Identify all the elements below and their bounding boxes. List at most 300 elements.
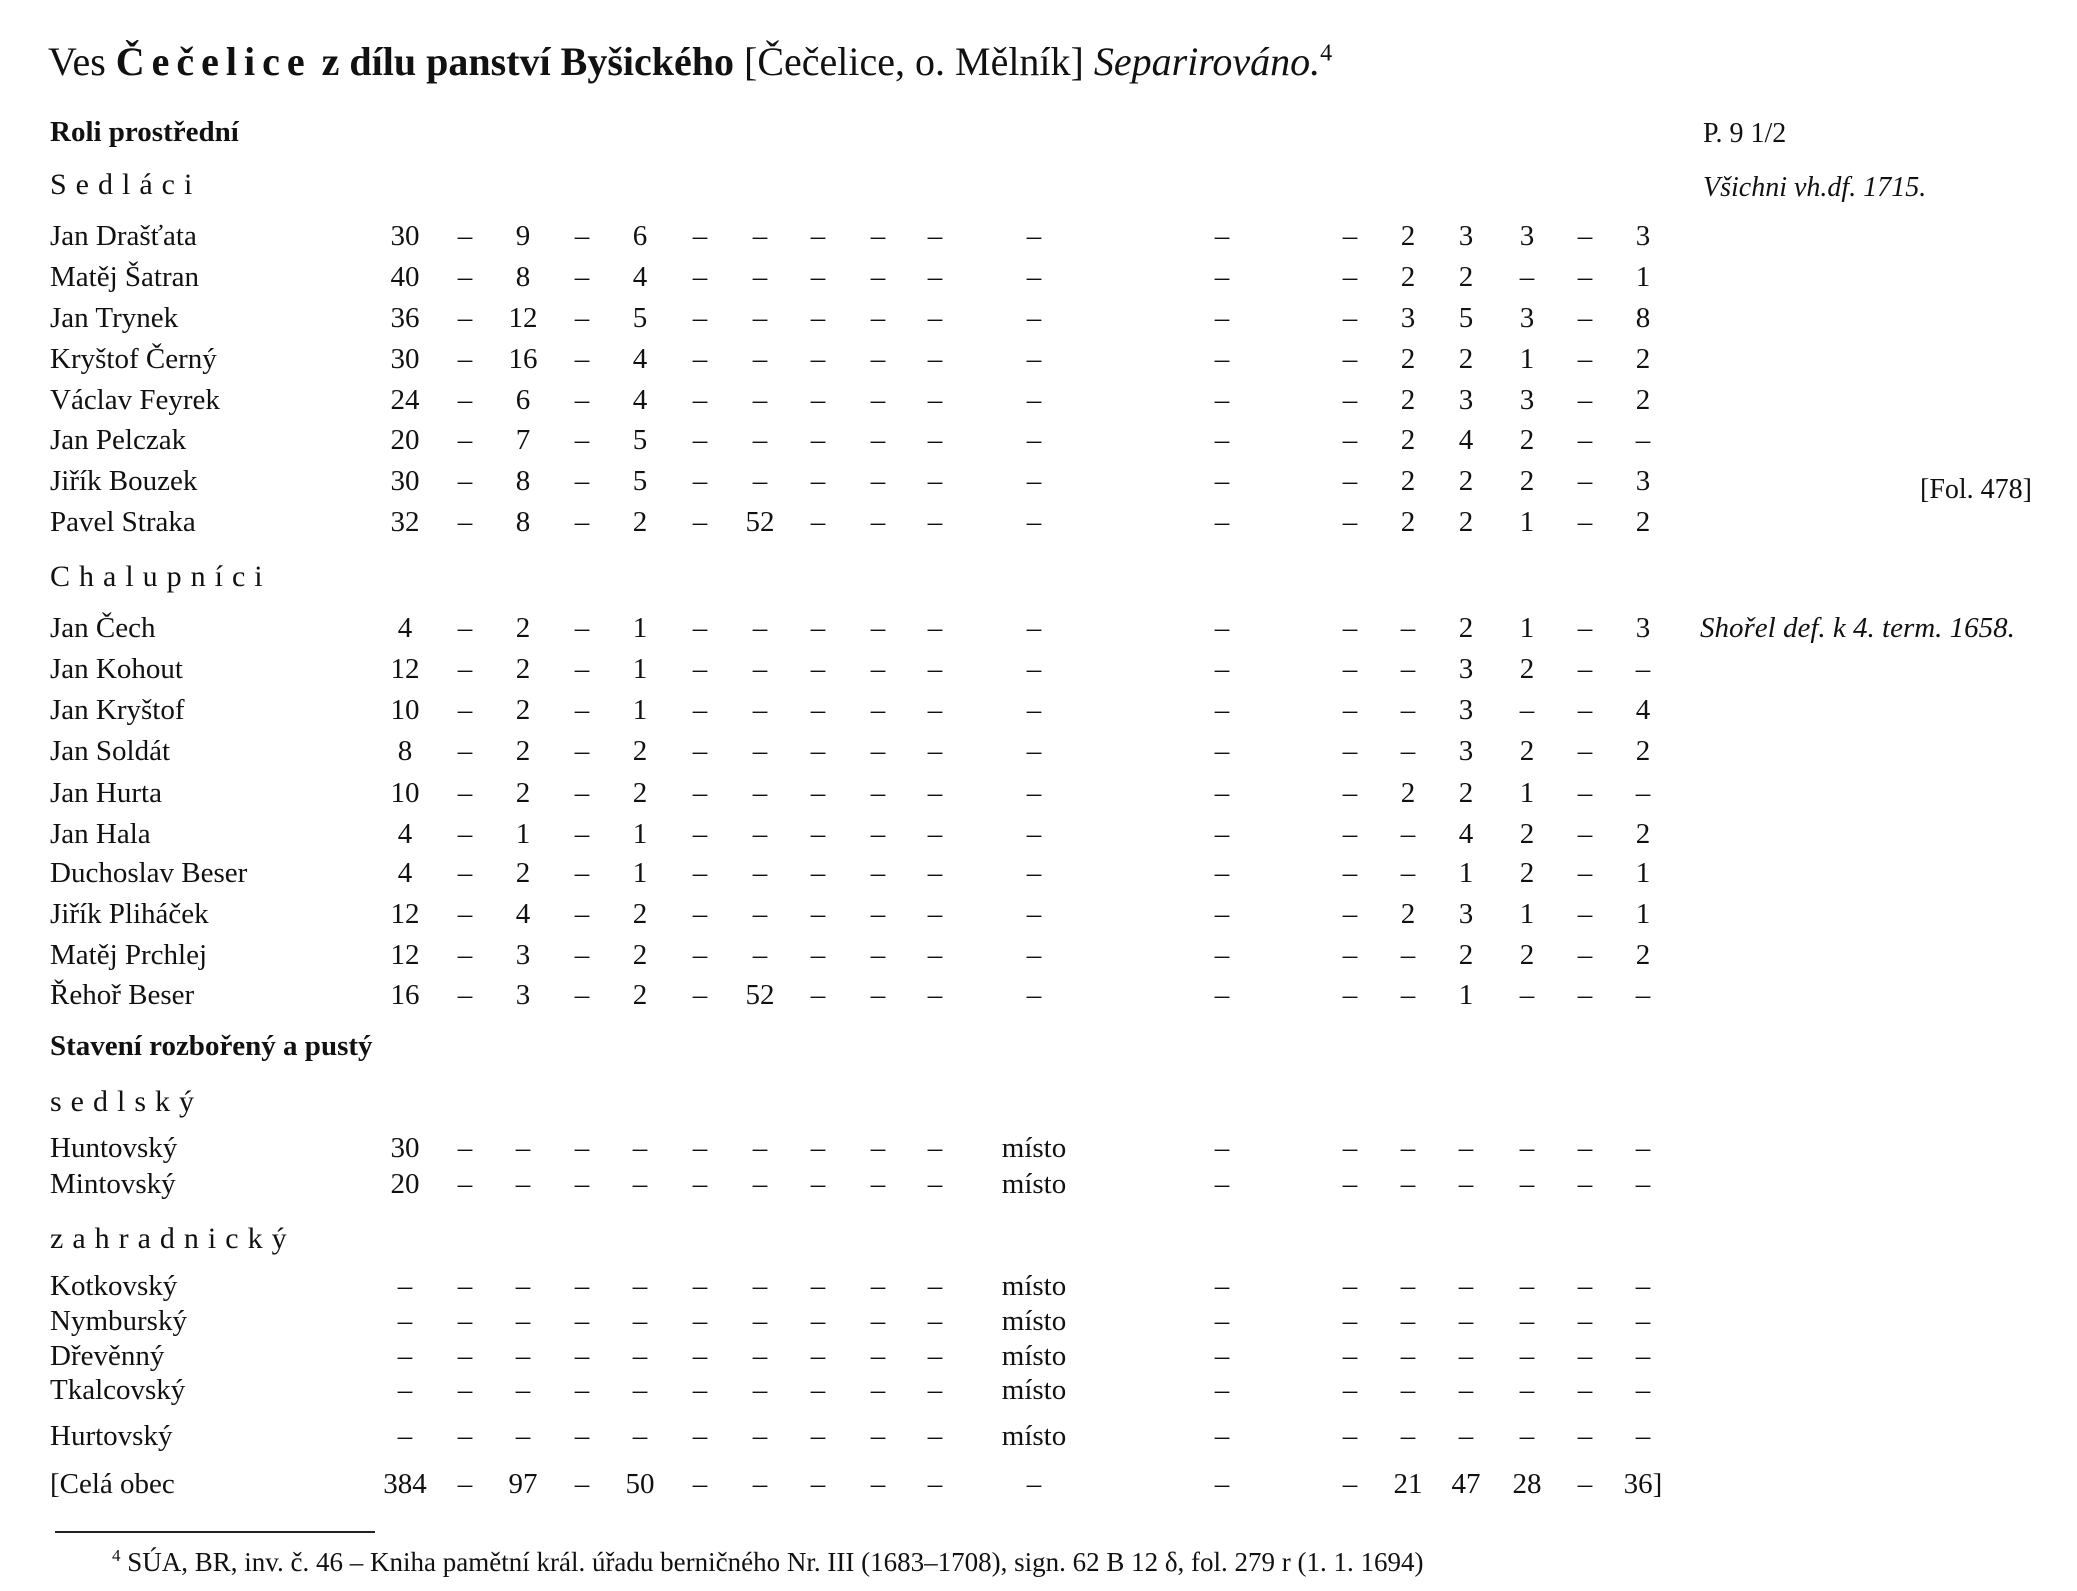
row-name: Řehoř Beser	[50, 979, 195, 1011]
row-cell: 2	[632, 898, 648, 930]
row-cell: –	[1635, 1340, 1651, 1372]
row-cell: –	[1214, 1270, 1230, 1302]
row-cell: –	[574, 979, 590, 1011]
row-cell: –	[810, 1468, 826, 1500]
row-cell: –	[574, 818, 590, 850]
row-cell: –	[1577, 1270, 1593, 1302]
row-cell: –	[927, 1468, 943, 1500]
row-cell: –	[810, 1420, 826, 1452]
row-cell: –	[574, 1132, 590, 1164]
row-cell: –	[574, 694, 590, 726]
table-row	[0, 979, 2077, 1015]
row-cell: –	[927, 1420, 943, 1452]
row-cell: 8	[397, 735, 413, 767]
row-name: Pavel Straka	[50, 506, 196, 538]
row-cell: –	[927, 979, 943, 1011]
row-note: Shořel def. k 4. term. 1658.	[1700, 612, 2015, 644]
row-cell: –	[810, 1168, 826, 1200]
row-cell: –	[457, 1305, 473, 1337]
row-cell: 1	[1519, 343, 1535, 375]
row-cell: –	[1214, 818, 1230, 850]
row-cell: –	[1214, 261, 1230, 293]
row-cell: –	[927, 302, 943, 334]
row-name: Václav Feyrek	[50, 384, 220, 416]
row-cell: –	[810, 612, 826, 644]
row-cell: –	[810, 220, 826, 252]
row-cell: –	[1342, 343, 1358, 375]
row-cell: –	[1214, 898, 1230, 930]
row-cell: –	[1214, 857, 1230, 889]
row-cell: 4	[632, 384, 648, 416]
row-name: Jan Kryštof	[50, 694, 185, 726]
row-cell: –	[927, 898, 943, 930]
row-cell: –	[574, 898, 590, 930]
row-cell: –	[1026, 261, 1042, 293]
row-cell: 2	[515, 653, 531, 685]
row-cell: –	[810, 1132, 826, 1164]
row-cell: –	[457, 939, 473, 971]
row-cell: –	[1519, 1340, 1535, 1372]
row-cell: –	[1342, 979, 1358, 1011]
row-cell: –	[870, 979, 886, 1011]
row-cell: –	[692, 343, 708, 375]
row-cell: –	[870, 857, 886, 889]
row-cell: –	[1026, 302, 1042, 334]
row-cell: –	[1577, 506, 1593, 538]
row-cell: 2	[1635, 506, 1651, 538]
row-cell: –	[632, 1305, 648, 1337]
row-cell: 3	[1458, 898, 1474, 930]
row-cell: –	[692, 261, 708, 293]
row-cell: –	[1342, 1305, 1358, 1337]
row-cell: 3	[1519, 384, 1535, 416]
row-cell: –	[574, 424, 590, 456]
row-name: Kotkovský	[50, 1270, 178, 1302]
row-cell: –	[574, 653, 590, 685]
row-cell: 2	[515, 857, 531, 889]
row-cell: –	[692, 979, 708, 1011]
row-cell: 47	[1451, 1468, 1481, 1500]
row-cell: –	[1577, 1374, 1593, 1406]
row-cell: 3	[1458, 220, 1474, 252]
row-cell: –	[752, 465, 768, 497]
row-cell: –	[692, 612, 708, 644]
table-row	[0, 777, 2077, 813]
row-cell: –	[632, 1374, 648, 1406]
row-cell: 2	[1458, 261, 1474, 293]
row-cell: –	[870, 1270, 886, 1302]
row-cell: –	[692, 818, 708, 850]
row-cell: –	[1214, 1132, 1230, 1164]
row-cell: 32	[390, 506, 420, 538]
row-cell: –	[1214, 735, 1230, 767]
row-cell: –	[1026, 818, 1042, 850]
row-cell: –	[1214, 612, 1230, 644]
row-cell: –	[752, 694, 768, 726]
row-cell: 9	[515, 220, 531, 252]
row-cell: –	[692, 653, 708, 685]
row-cell: –	[1342, 694, 1358, 726]
row-cell: –	[1342, 939, 1358, 971]
row-cell: 8	[1635, 302, 1651, 334]
row-cell: –	[927, 1305, 943, 1337]
table-row	[0, 653, 2077, 689]
row-cell: –	[810, 898, 826, 930]
row-cell: místo	[1001, 1168, 1067, 1200]
row-cell: –	[810, 777, 826, 809]
row-cell: –	[1214, 1374, 1230, 1406]
row-name: Matěj Prchlej	[50, 939, 208, 971]
row-cell: 5	[632, 465, 648, 497]
row-cell: –	[1214, 1168, 1230, 1200]
row-cell: –	[870, 1420, 886, 1452]
row-cell: –	[1342, 1340, 1358, 1372]
row-cell: –	[1400, 1340, 1416, 1372]
row-cell: 2	[632, 939, 648, 971]
folio-ref: [Fol. 478]	[1920, 474, 2032, 505]
row-cell: –	[397, 1340, 413, 1372]
row-cell: –	[752, 653, 768, 685]
row-cell: 3	[1635, 220, 1651, 252]
table-row	[0, 1168, 2077, 1204]
row-cell: 12	[390, 898, 420, 930]
row-name: [Celá obec	[50, 1468, 175, 1500]
row-cell: –	[397, 1420, 413, 1452]
row-cell: 3	[1458, 735, 1474, 767]
section-staveni: Stavení rozbořený a pustý	[50, 1030, 373, 1062]
row-cell: 4	[1458, 424, 1474, 456]
row-cell: –	[1214, 1420, 1230, 1452]
row-cell: –	[810, 1270, 826, 1302]
row-name: Tkalcovský	[50, 1374, 186, 1406]
row-cell: –	[1577, 1420, 1593, 1452]
row-name: Kryštof Černý	[50, 343, 217, 375]
row-cell: –	[870, 1132, 886, 1164]
row-cell: 1	[515, 818, 531, 850]
row-cell: –	[1400, 735, 1416, 767]
title-prefix: Ves	[48, 39, 106, 84]
row-cell: –	[752, 220, 768, 252]
row-cell: –	[870, 777, 886, 809]
row-cell: 24	[390, 384, 420, 416]
row-cell: –	[810, 261, 826, 293]
row-cell: 40	[390, 261, 420, 293]
row-cell: –	[1342, 653, 1358, 685]
row-cell: –	[457, 343, 473, 375]
row-cell: –	[692, 1270, 708, 1302]
row-cell: –	[1342, 857, 1358, 889]
row-cell: –	[574, 506, 590, 538]
row-cell: –	[1214, 343, 1230, 375]
row-cell: –	[1214, 302, 1230, 334]
row-cell: –	[1635, 1132, 1651, 1164]
row-cell: –	[810, 465, 826, 497]
row-cell: –	[752, 857, 768, 889]
row-cell: –	[692, 1374, 708, 1406]
row-cell: 5	[632, 302, 648, 334]
row-cell: 2	[1458, 465, 1474, 497]
row-cell: místo	[1001, 1270, 1067, 1302]
table-row	[0, 694, 2077, 730]
row-cell: 2	[1458, 343, 1474, 375]
row-cell: –	[1026, 857, 1042, 889]
row-cell: 12	[508, 302, 538, 334]
row-cell: –	[692, 898, 708, 930]
row-cell: 16	[390, 979, 420, 1011]
row-cell: –	[574, 1270, 590, 1302]
row-cell: –	[927, 818, 943, 850]
section-sedlsky: sedlský	[50, 1085, 203, 1118]
table-row	[0, 1420, 2077, 1456]
row-cell: –	[1635, 1305, 1651, 1337]
row-cell: –	[752, 1420, 768, 1452]
row-cell: –	[1577, 384, 1593, 416]
row-cell: –	[870, 694, 886, 726]
row-cell: –	[1577, 735, 1593, 767]
row-cell: –	[752, 1270, 768, 1302]
row-cell: –	[927, 653, 943, 685]
row-cell: 3	[1400, 302, 1416, 334]
row-cell: 2	[1400, 261, 1416, 293]
row-cell: –	[1577, 343, 1593, 375]
row-cell: –	[1214, 1305, 1230, 1337]
row-name: Jan Hala	[50, 818, 151, 850]
row-cell: –	[752, 612, 768, 644]
row-cell: –	[810, 424, 826, 456]
row-name: Huntovský	[50, 1132, 178, 1164]
row-cell: –	[1577, 1305, 1593, 1337]
row-cell: –	[457, 735, 473, 767]
row-name: Mintovský	[50, 1168, 176, 1200]
row-cell: 3	[1458, 653, 1474, 685]
row-name: Jan Drašťata	[50, 220, 197, 252]
row-cell: –	[1214, 220, 1230, 252]
row-cell: –	[810, 384, 826, 416]
row-cell: –	[692, 1340, 708, 1372]
row-cell: –	[870, 612, 886, 644]
row-cell: –	[1342, 818, 1358, 850]
row-name: Jan Pelczak	[50, 424, 187, 456]
row-cell: 3	[1635, 465, 1651, 497]
row-cell: –	[1026, 1468, 1042, 1500]
row-cell: 384	[383, 1468, 427, 1500]
row-cell: –	[752, 424, 768, 456]
row-cell: 2	[1519, 939, 1535, 971]
row-cell: –	[870, 343, 886, 375]
row-cell: 3	[515, 979, 531, 1011]
row-cell: –	[1342, 1468, 1358, 1500]
table-row	[0, 465, 2077, 501]
row-cell: –	[810, 735, 826, 767]
row-cell: 1	[632, 612, 648, 644]
table-row	[0, 1305, 2077, 1341]
row-cell: –	[692, 424, 708, 456]
row-name: Jan Čech	[50, 612, 156, 644]
row-cell: –	[692, 1420, 708, 1452]
row-cell: –	[692, 939, 708, 971]
table-row	[0, 261, 2077, 297]
row-cell: 2	[1400, 777, 1416, 809]
row-cell: 8	[515, 465, 531, 497]
row-cell: 12	[390, 939, 420, 971]
row-cell: –	[810, 694, 826, 726]
table-row	[0, 1132, 2077, 1168]
row-cell: –	[632, 1420, 648, 1452]
row-cell: –	[870, 1374, 886, 1406]
table-row	[0, 1270, 2077, 1306]
row-cell: 1	[1519, 898, 1535, 930]
row-cell: 2	[1400, 424, 1416, 456]
row-cell: 1	[632, 818, 648, 850]
row-cell: 1	[1458, 857, 1474, 889]
row-cell: –	[1577, 302, 1593, 334]
row-cell: –	[927, 1374, 943, 1406]
row-cell: –	[1214, 653, 1230, 685]
row-cell: –	[1400, 1270, 1416, 1302]
row-cell: –	[1026, 465, 1042, 497]
row-name: Nymburský	[50, 1305, 187, 1337]
row-cell: 2	[632, 777, 648, 809]
row-cell: –	[574, 857, 590, 889]
row-cell: –	[1635, 979, 1651, 1011]
row-cell: –	[1214, 777, 1230, 809]
row-cell: 3	[1519, 220, 1535, 252]
row-cell: –	[927, 424, 943, 456]
row-cell: 2	[515, 694, 531, 726]
section-zahradnicky: zahradnický	[50, 1222, 296, 1255]
row-cell: –	[692, 735, 708, 767]
row-cell: 36]	[1623, 1468, 1663, 1500]
row-cell: –	[927, 939, 943, 971]
row-cell: –	[870, 220, 886, 252]
row-cell: místo	[1001, 1132, 1067, 1164]
row-cell: –	[1342, 735, 1358, 767]
row-cell: –	[1577, 818, 1593, 850]
row-cell: 1	[632, 857, 648, 889]
section-sedlaci: Sedláci	[50, 168, 202, 201]
row-cell: –	[1342, 1132, 1358, 1164]
row-cell: –	[457, 979, 473, 1011]
row-cell: 4	[632, 261, 648, 293]
row-cell: 2	[1400, 465, 1416, 497]
row-cell: –	[870, 424, 886, 456]
row-cell: –	[515, 1270, 531, 1302]
table-row	[0, 898, 2077, 934]
row-cell: –	[1519, 1132, 1535, 1164]
row-cell: 12	[390, 653, 420, 685]
row-cell: 2	[1400, 898, 1416, 930]
row-cell: –	[457, 261, 473, 293]
row-cell: 1	[1635, 898, 1651, 930]
row-cell: 2	[1458, 612, 1474, 644]
row-cell: 2	[1519, 424, 1535, 456]
table-row	[0, 302, 2077, 338]
row-cell: –	[574, 735, 590, 767]
row-cell: –	[1577, 694, 1593, 726]
row-cell: –	[1577, 1168, 1593, 1200]
row-cell: 21	[1393, 1468, 1423, 1500]
row-cell: –	[752, 1340, 768, 1372]
row-cell: –	[1577, 1468, 1593, 1500]
row-cell: –	[1342, 384, 1358, 416]
row-cell: –	[810, 1305, 826, 1337]
row-cell: –	[752, 1468, 768, 1500]
row-cell: –	[574, 465, 590, 497]
row-cell: –	[1214, 1340, 1230, 1372]
row-cell: –	[1400, 694, 1416, 726]
row-cell: –	[1458, 1305, 1474, 1337]
row-name: Jan Trynek	[50, 302, 179, 334]
row-cell: místo	[1001, 1340, 1067, 1372]
row-cell: –	[927, 694, 943, 726]
row-cell: –	[457, 506, 473, 538]
row-cell: –	[1026, 343, 1042, 375]
row-cell: –	[515, 1374, 531, 1406]
row-cell: –	[1635, 777, 1651, 809]
section-chalupnici: Chalupníci	[50, 560, 272, 593]
row-cell: –	[1458, 1270, 1474, 1302]
row-cell: –	[1519, 979, 1535, 1011]
row-cell: –	[1519, 1420, 1535, 1452]
row-cell: 4	[1635, 694, 1651, 726]
row-cell: –	[1342, 1420, 1358, 1452]
row-cell: –	[574, 343, 590, 375]
title-bracket: [Čečelice, o. Mělník]	[744, 39, 1084, 84]
table-row	[0, 220, 2077, 256]
row-cell: –	[1026, 653, 1042, 685]
row-cell: –	[1342, 612, 1358, 644]
row-cell: –	[457, 302, 473, 334]
row-cell: –	[1214, 465, 1230, 497]
row-cell: –	[574, 1468, 590, 1500]
row-cell: –	[457, 220, 473, 252]
row-cell: –	[1342, 261, 1358, 293]
row-cell: 4	[515, 898, 531, 930]
row-cell: –	[1026, 384, 1042, 416]
row-cell: –	[457, 653, 473, 685]
row-cell: –	[632, 1270, 648, 1302]
row-cell: –	[752, 939, 768, 971]
row-cell: 2	[1519, 465, 1535, 497]
row-cell: 2	[1635, 343, 1651, 375]
row-cell: –	[870, 261, 886, 293]
footnote	[112, 1546, 1424, 1578]
row-cell: –	[457, 612, 473, 644]
row-cell: –	[1026, 735, 1042, 767]
row-cell: –	[1577, 979, 1593, 1011]
row-name: Duchoslav Beser	[50, 857, 248, 889]
row-cell: 30	[390, 1132, 420, 1164]
title-estate: z dílu panství Byšického	[321, 39, 734, 84]
row-cell: –	[1342, 1374, 1358, 1406]
row-cell: –	[1400, 1420, 1416, 1452]
row-cell: 2	[1400, 220, 1416, 252]
row-cell: –	[1635, 653, 1651, 685]
footnote-text: SÚA, BR, inv. č. 46 – Kniha pamětní král. úřadu berničného Nr. III (1683–1708), sign. 62 B 12 δ, fol. 279 r (1. 1. 1694)	[127, 1547, 1424, 1577]
row-cell: –	[927, 506, 943, 538]
row-cell: 1	[632, 694, 648, 726]
table-row	[0, 857, 2077, 893]
row-cell: 1	[1635, 857, 1651, 889]
footnote-rule	[55, 1531, 375, 1533]
row-cell: 20	[390, 424, 420, 456]
row-cell: –	[870, 1305, 886, 1337]
row-cell: 5	[1458, 302, 1474, 334]
row-cell: –	[927, 857, 943, 889]
row-cell: –	[457, 1468, 473, 1500]
row-cell: –	[574, 1168, 590, 1200]
row-cell: –	[810, 857, 826, 889]
